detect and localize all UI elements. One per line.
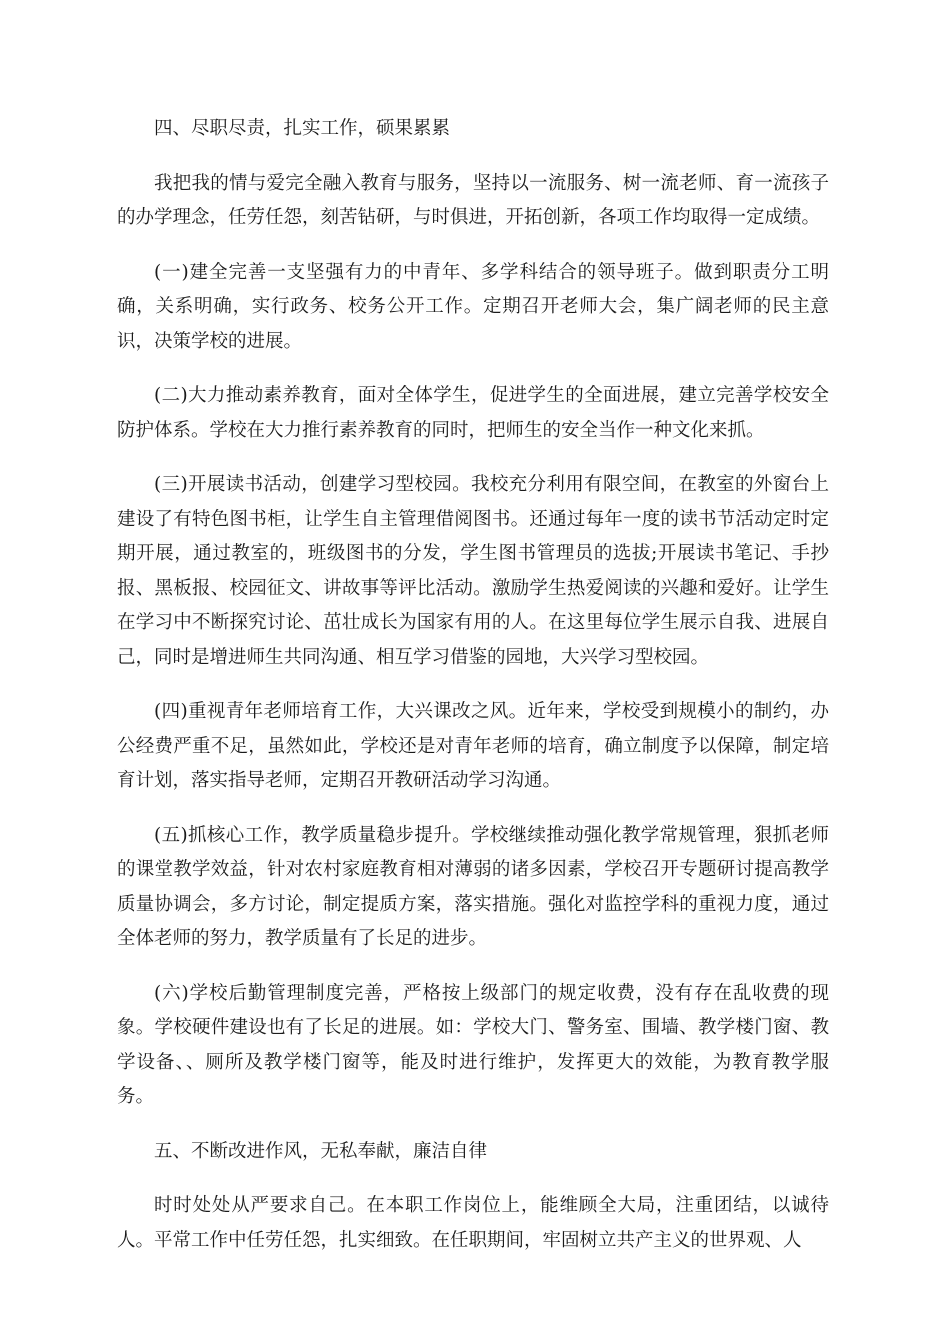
document-page [117,112,829,1278]
paragraph-item-4: (四)重视青年老师培育工作，大兴课改之风。近年来，学校受到规模小的制约，办公经费严重不足，虽然如此，学校还是对青年老师的培育，确立制度予以保障，制定培育计划，落实指导老师，定期召开教研活动学习沟通。 [117,701,829,791]
paragraph-intro: 我把我的情与爱完全融入教育与服务，坚持以一流服务、树一流老师、育一流孩子的办学理念，任劳任怨，刻苦钻研，与时俱进，开拓创新，各项工作均取得一定成绩。 [117,172,829,228]
paragraph-conduct: 时时处处从严要求自己。在本职工作岗位上，能维顾全大局，注重团结，以诚待人。平常工作中任劳任怨，扎实细致。在任职期间，牢固树立共产主义的世界观、人 [117,1195,829,1251]
section-heading-four: 四、尽职尽责，扎实工作，硕果累累 [154,118,451,139]
section-heading-five: 五、不断改进作风，无私奉献，廉洁自律 [154,1140,488,1162]
paragraph-item-3: (三)开展读书活动，创建学习型校园。我校充分利用有限空间，在教室的外窗台上建设了有特色图书柜，让学生自主管理借阅图书。还通过每年一度的读书节活动定时定期开展，通过教室的，班级图书的分发，学生图书管理员的选拔;开展读书笔记、手抄报、黑板报、校园征文、讲故事等评比活动。激励学生热爱阅读的兴趣和爱好。让学生在学习中不断探究讨论、茁壮成长为国家有用的人。在这里每位学生展示自我、进展自己，同时是增进师生共同沟通、相互学习借鉴的园地，大兴学习型校园。 [117,474,829,668]
paragraph-item-6: (六)学校后勤管理制度完善，严格按上级部门的规定收费，没有存在乱收费的现象。学校硬件建设也有了长足的进展。如：学校大门、警务室、围墙、教学楼门窗、教学设备、、厕所及教学楼门窗等，能及时进行维护，发挥更大的效能，为教育教学服务。 [117,982,829,1107]
paragraph-item-2: (二)大力推动素养教育，面对全体学生，促进学生的全面进展，建立完善学校安全防护体系。学校在大力推行素养教育的同时，把师生的安全当作一种文化来抓。 [117,385,829,441]
paragraph-item-1: (一)建全完善一支坚强有力的中青年、多学科结合的领导班子。做到职责分工明确，关系明确，实行政务、校务公开工作。定期召开老师大会，集广阔老师的民主意识，决策学校的进展。 [117,261,829,352]
paragraph-item-5: (五)抓核心工作，教学质量稳步提升。学校继续推动强化教学常规管理，狠抓老师的课堂教学效益，针对农村家庭教育相对薄弱的诸多因素，学校召开专题研讨提高教学质量协调会，多方讨论，制定提质方案，落实措施。强化对监控学科的重视力度，通过全体老师的努力，教学质量有了长足的进步。 [117,824,829,949]
